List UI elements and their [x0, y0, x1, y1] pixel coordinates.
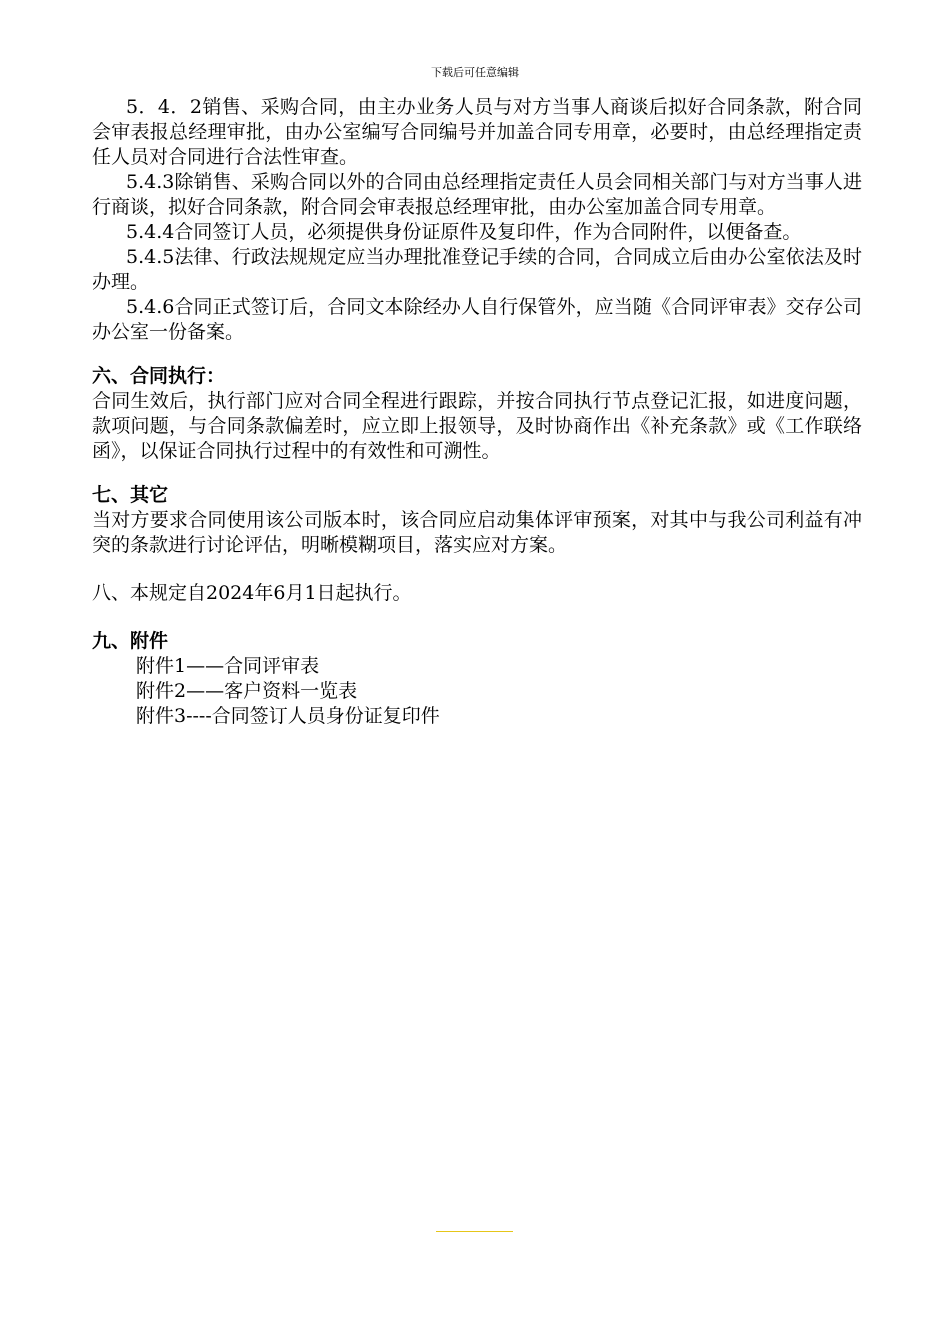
spacer [92, 558, 862, 581]
clause-5-4-4: 5.4.4合同签订人员，必须提供身份证原件及复印件，作为合同附件，以便备查。 [126, 221, 802, 243]
footer-divider [436, 1231, 513, 1232]
section-7-body: 当对方要求合同使用该公司版本时，该合同应启动集体评审预案，对其中与我公司利益有冲突的条款进行讨论评估，明晰模糊项目，落实应对方案。 [92, 509, 862, 556]
section-7-heading: 七、其它 [92, 484, 169, 506]
section-6-heading: 六、合同执行： [92, 365, 226, 387]
attachment-item-3: 附件3----合同签订人员身份证复印件 [136, 705, 440, 727]
clause-5-4-3: 5.4.3除销售、采购合同以外的合同由总经理指定责任人员会同相关部门与对方当事人进行商谈，拟好合同条款，附合同会审表报总经理审批，由办公室加盖合同专用章。 [92, 171, 862, 218]
section-8-text: 八、本规定自2024年6月1日起执行。 [92, 582, 412, 604]
clause-5-4-6: 5.4.6合同正式签订后，合同文本除经办人自行保管外，应当随《合同评审表》交存公司办公室一份备案。 [92, 296, 862, 343]
attachment-item-2: 附件2——客户资料一览表 [136, 680, 358, 702]
spacer [92, 345, 862, 364]
section-6-body: 合同生效后，执行部门应对合同全程进行跟踪，并按合同执行节点登记汇报，如进度问题，款项问题，与合同条款偏差时，应立即上报领导，及时协商作出《补充条款》或《工作联络函》，以保证合同执行过程中的有效性和可溯性。 [92, 390, 862, 462]
page-header-note: 下载后可任意编辑 [431, 66, 519, 79]
section-9-heading: 九、附件 [92, 630, 169, 652]
attachment-list [92, 654, 862, 729]
clause-5-4-2: 5．4．2销售、采购合同，由主办业务人员与对方当事人商谈后拟好合同条款，附合同会审表报总经理审批，由办公室编写合同编号并加盖合同专用章，必要时，由总经理指定责任人员对合同进行合法性审查。 [92, 96, 862, 168]
spacer [92, 464, 862, 483]
attachment-item-1: 附件1——合同评审表 [136, 655, 320, 677]
clause-5-4-5: 5.4.5法律、行政法规规定应当办理批准登记手续的合同，合同成立后由办公室依法及时办理。 [92, 246, 862, 293]
document-body [92, 95, 862, 729]
spacer [92, 606, 862, 629]
